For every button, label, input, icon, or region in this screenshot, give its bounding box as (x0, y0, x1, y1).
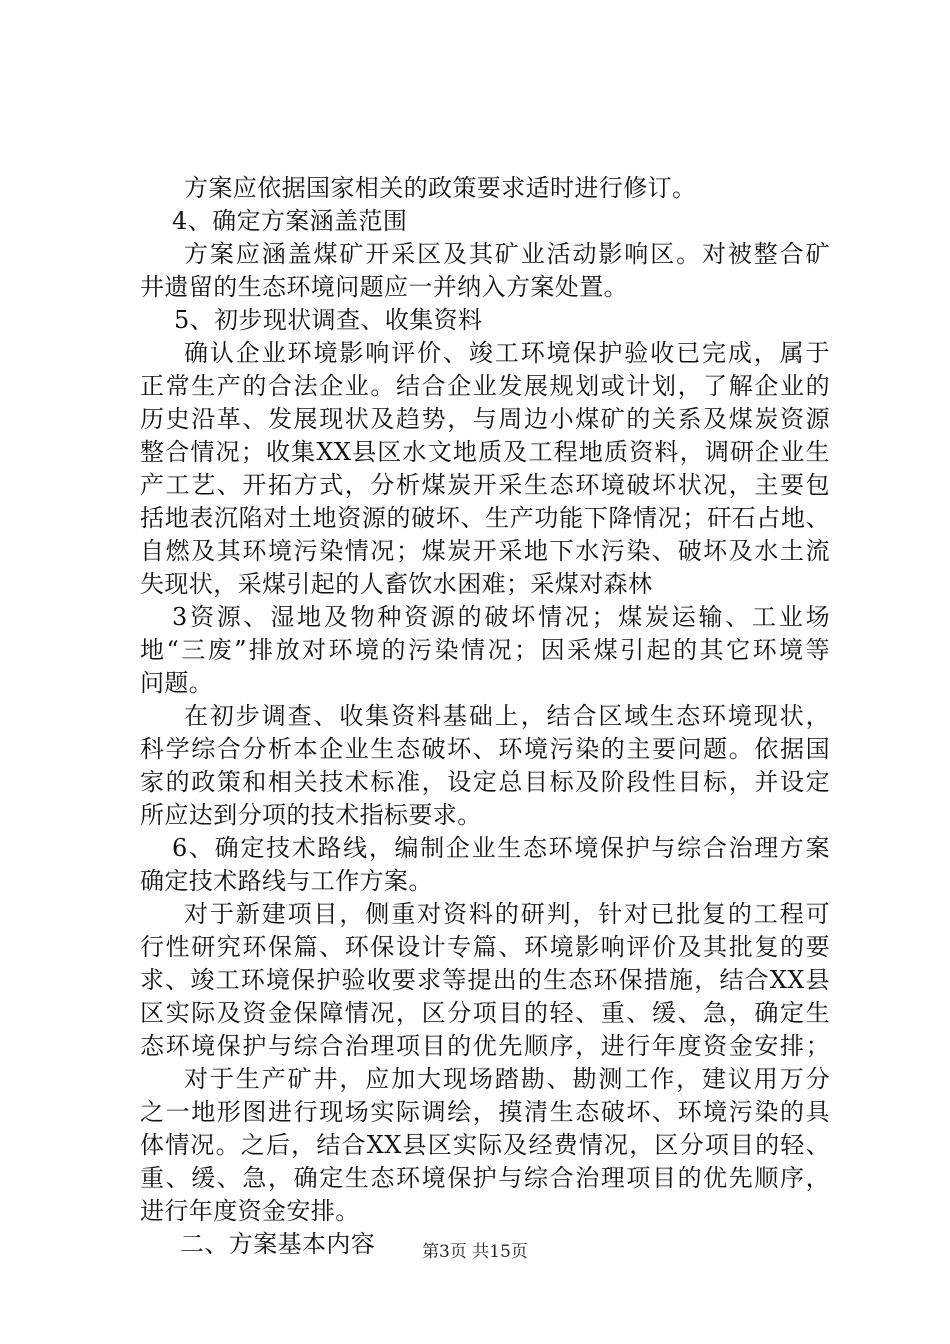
paragraph-line: 失现状，采煤引起的人畜饮水困难；采煤对森林 (140, 570, 653, 598)
section-heading-5: 5、初步现状调查、收集资料 (174, 306, 483, 334)
paragraph-line: 重、缓、急，确定生态环境保护与综合治理项目的优先顺序， (140, 1164, 830, 1192)
body-text (140, 172, 830, 1261)
paragraph-line: 态环境保护与综合治理项目的优先顺序，进行年度资金安排； (140, 1032, 830, 1060)
paragraph-line: 方案应涵盖煤矿开采区及其矿业活动影响区。对被整合矿 (184, 240, 830, 268)
paragraph-line: 之一地形图进行现场实际调绘，摸清生态破坏、环境污染的具 (140, 1098, 830, 1126)
paragraph-line: 在初步调查、收集资料基础上，结合区域生态环境现状， (184, 702, 830, 730)
paragraph-line: 所应达到分项的技术指标要求。 (140, 801, 482, 829)
paragraph-line: 对于新建项目，侧重对资料的研判，针对已批复的工程可 (184, 900, 830, 928)
paragraph-line: 方案应依据国家相关的政策要求适时进行修订。 (184, 174, 697, 202)
paragraph-line: 科学综合分析本企业生态破坏、环境污染的主要问题。依据国 (140, 735, 830, 763)
paragraph-line: 体情况。之后，结合XX县区实际及经费情况，区分项目的轻、 (140, 1131, 830, 1159)
paragraph-line: 产工艺、开拓方式，分析煤炭开采生态环境破坏状况，主要包 (140, 471, 830, 499)
paragraph-line: 问题。 (140, 669, 214, 697)
section-heading-6-cont: 确定技术路线与工作方案。 (140, 867, 433, 895)
paragraph-line: 括地表沉陷对土地资源的破坏、生产功能下降情况；矸石占地、 (140, 504, 830, 532)
paragraph-line: 确认企业环境影响评价、竣工环境保护验收已完成，属于 (184, 339, 830, 367)
paragraph-line: 家的政策和相关技术标准，设定总目标及阶段性目标，并设定 (140, 768, 830, 796)
paragraph-line: 整合情况；收集XX县区水文地质及工程地质资料，调研企业生 (140, 438, 830, 466)
paragraph-line: 3资源、湿地及物种资源的破坏情况；煤炭运输、工业场 (172, 603, 830, 631)
paragraph-line: 井遗留的生态环境问题应一并纳入方案处置。 (140, 273, 628, 301)
paragraph-line: 对于生产矿井，应加大现场踏勘、勘测工作，建议用万分 (184, 1065, 830, 1093)
paragraph-line: 行性研究环保篇、环保设计专篇、环境影响评价及其批复的要 (140, 933, 830, 961)
paragraph-line: 地“三废”排放对环境的污染情况；因采煤引起的其它环境等 (140, 636, 830, 664)
paragraph-line: 进行年度资金安排。 (140, 1197, 360, 1225)
page-number-footer: 第3页 共15页 (422, 1242, 528, 1262)
paragraph-line: 求、竣工环境保护验收要求等提出的生态环保措施，结合XX县 (140, 966, 830, 994)
paragraph-line: 历史沿革、发展现状及趋势，与周边小煤矿的关系及煤炭资源 (140, 405, 830, 433)
paragraph-line: 区实际及资金保障情况，区分项目的轻、重、缓、急，确定生 (140, 999, 830, 1027)
section-heading-4: 4、确定方案涵盖范围 (172, 207, 408, 235)
paragraph-line: 自燃及其环境污染情况；煤炭开采地下水污染、破坏及水土流 (140, 537, 830, 565)
section-heading-2: 二、方案基本内容 (180, 1230, 376, 1258)
section-heading-6: 6、确定技术路线，编制企业生态环境保护与综合治理方案 (172, 834, 830, 862)
paragraph-line: 正常生产的合法企业。结合企业发展规划或计划，了解企业的 (140, 372, 830, 400)
